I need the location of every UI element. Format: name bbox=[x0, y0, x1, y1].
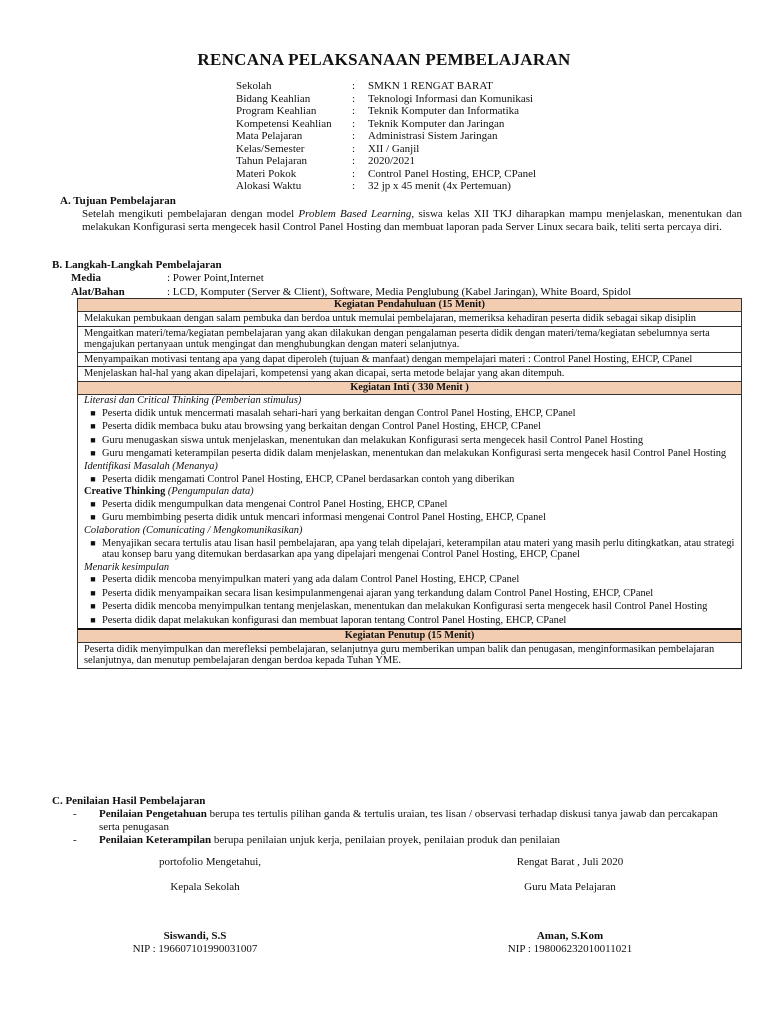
menarik-list bbox=[78, 573, 741, 627]
info-row bbox=[236, 80, 536, 93]
creative-bold: Creative Thinking bbox=[84, 486, 166, 498]
alat-label: Alat/Bahan bbox=[71, 286, 125, 298]
bullet-item bbox=[78, 614, 741, 628]
section-a-model: Problem Based Learning bbox=[298, 208, 412, 220]
info-key: Mata Pelajaran bbox=[236, 130, 303, 142]
bullet-icon: ■ bbox=[90, 448, 96, 459]
media-label: Media bbox=[71, 272, 101, 284]
identifikasi-list bbox=[78, 473, 741, 487]
info-key: Alokasi Waktu bbox=[236, 180, 302, 192]
pendahuluan-item: Mengaitkan materi/tema/kegiatan pembelajaran yang akan dilakukan dengan pengalaman peserta didik dengan materi/tema/kegiatan sebelumnya serta mengajukan pertanyaan untuk mengingat dan menghubungkan dengan materi selanjutnya. bbox=[78, 327, 741, 353]
bullet-icon: ■ bbox=[90, 421, 96, 432]
bullet-item bbox=[78, 447, 741, 461]
penilaian-keterampilan-text: berupa penilaian unjuk kerja, penilaian proyek, penilaian produk dan penilaian bbox=[211, 834, 560, 846]
info-row bbox=[236, 93, 536, 106]
info-colon: : bbox=[352, 155, 356, 167]
inti-header: Kegiatan Inti ( 330 Menit ) bbox=[78, 381, 741, 395]
bullet-text: Peserta didik mencoba menyimpulkan materi yang ada dalam Control Panel Hosting, EHCP, CPanel bbox=[102, 574, 520, 586]
right-line1: Rengat Barat , Juli 2020 bbox=[516, 856, 624, 868]
bullet-icon: ■ bbox=[90, 587, 96, 598]
right-line2: Guru Mata Pelajaran bbox=[524, 881, 616, 893]
info-key: Bidang Keahlian bbox=[236, 92, 311, 105]
info-colon: : bbox=[352, 80, 356, 92]
right-nip: NIP : 198006232010011021 bbox=[507, 943, 633, 955]
bullet-item bbox=[78, 587, 741, 601]
bullet-text: Peserta didik menyampaikan secara lisan kesimpulanmengenai ajaran yang terkandung dalam Control Panel Hosting, EHCP, CPanel bbox=[102, 587, 654, 599]
penilaian-item bbox=[73, 834, 738, 847]
section-b-title: B. Langkah-Langkah Pembelajaran bbox=[52, 259, 222, 271]
info-value: SMKN 1 RENGAT BARAT bbox=[368, 80, 493, 92]
bullet-item bbox=[78, 573, 741, 587]
penutup-text: Peserta didik menyimpulkan dan merefleksi pembelajaran, selanjutnya guru memberikan umpan balik dan penugasan, menginformasikan pembelajaran selanjutnya, dan menutup pembelajaran dengan berdoa kepada Tuhan YME. bbox=[84, 643, 715, 667]
dash: - bbox=[73, 834, 77, 846]
bullet-item bbox=[78, 511, 741, 525]
creative-subtitle bbox=[78, 486, 741, 498]
media-value: : Power Point,Internet bbox=[167, 272, 264, 284]
bullet-icon: ■ bbox=[90, 407, 96, 418]
info-value: XII / Ganjil bbox=[368, 142, 420, 155]
penutup-header: Kegiatan Penutup (15 Menit) bbox=[78, 630, 741, 643]
bullet-icon: ■ bbox=[90, 498, 96, 509]
info-value: Administrasi Sistem Jaringan bbox=[368, 130, 498, 142]
media-row bbox=[71, 272, 264, 284]
info-key: Tahun Pelajaran bbox=[236, 155, 308, 167]
pendahuluan-item: Melakukan pembukaan dengan salam pembuka dan berdoa untuk memulai pembelajaran, memeriksa kehadiran peserta didik sebagai sikap disiplin bbox=[78, 312, 741, 327]
creative-italic: (Pengumpulan data) bbox=[165, 486, 254, 498]
bullet-text: Peserta didik mencoba menyimpulkan tentang menjelaskan, menentukan dan melakukan Konfigurasi serta mengecek hasil Control Panel Hosting bbox=[102, 601, 708, 613]
bullet-text: Menyajikan secara tertulis atau lisan hasil pembelajaran, apa yang telah dipelajari, keterampilan atau materi yang masih perlu ditingkatkan, atau strategi atau konsep baru yang ditemukan berdasarkan apa yang dipelajari mengenai Control Panel Hosting, EHCP, Cpanel bbox=[102, 537, 735, 561]
section-a-text bbox=[82, 208, 742, 234]
bullet-item bbox=[78, 473, 741, 487]
info-key: Sekolah bbox=[236, 80, 272, 92]
bullet-item bbox=[78, 434, 741, 448]
info-colon: : bbox=[352, 167, 356, 180]
info-key: Program Keahlian bbox=[236, 105, 317, 117]
info-colon: : bbox=[352, 92, 356, 105]
info-table bbox=[236, 80, 536, 193]
left-line1: portofolio Mengetahui, bbox=[158, 856, 262, 868]
bullet-text: Peserta didik mengamati Control Panel Hosting, EHCP, CPanel berdasarkan contoh yang diberikan bbox=[102, 473, 515, 485]
info-colon: : bbox=[352, 105, 356, 117]
right-name: Aman, S.Kom bbox=[536, 930, 604, 942]
left-name: Siswandi, S.S bbox=[163, 930, 227, 942]
info-row bbox=[236, 143, 536, 156]
inti-body bbox=[78, 395, 741, 630]
literasi-list bbox=[78, 407, 741, 461]
alat-row bbox=[71, 286, 631, 298]
pendahuluan-item: Menyampaikan motivasi tentang apa yang dapat diperoleh (tujuan & manfaat) dengan mempelajari materi : Control Panel Hosting, EHCP, CPanel bbox=[78, 353, 741, 368]
penilaian-keterampilan-label: Penilaian Keterampilan bbox=[99, 834, 212, 846]
bullet-item bbox=[78, 420, 741, 434]
left-nip: NIP : 196607101990031007 bbox=[132, 943, 258, 955]
section-a-text-2: , siswa kelas XII TKJ diharapkan mampu menjelaskan, menentukan dan melakukan Konfigurasi serta mengecek hasil Control Panel Hosting dan membuat laporan pada Server Linux secara baik, teliti serta percaya diri. bbox=[82, 208, 742, 233]
activity-table bbox=[77, 298, 742, 669]
pendahuluan-header: Kegiatan Pendahuluan (15 Menit) bbox=[78, 299, 741, 312]
left-line2: Kepala Sekolah bbox=[170, 881, 240, 893]
bullet-icon: ■ bbox=[90, 601, 96, 612]
pendahuluan-body bbox=[78, 312, 741, 381]
info-colon: : bbox=[352, 130, 356, 142]
bullet-icon: ■ bbox=[90, 434, 96, 445]
dash: - bbox=[73, 808, 77, 820]
bullet-icon: ■ bbox=[90, 473, 96, 484]
colaboration-subtitle: Colaboration (Comunicating / Mengkomunikasikan) bbox=[84, 524, 303, 536]
creative-list bbox=[78, 498, 741, 525]
info-value: Teknik Komputer dan Jaringan bbox=[368, 117, 505, 130]
bullet-text: Peserta didik untuk mencermati masalah sehari-hari yang berkaitan dengan Control Panel Hosting, EHCP, CPanel bbox=[102, 407, 576, 419]
bullet-text: Peserta didik membaca buku atau browsing yang berkaitan dengan Control Panel Hosting, EHCP, CPanel bbox=[102, 421, 541, 433]
info-row bbox=[236, 180, 536, 193]
info-key: Kelas/Semester bbox=[236, 142, 305, 155]
literasi-subtitle: Literasi dan Critical Thinking (Pemberian stimulus) bbox=[84, 394, 302, 406]
menarik-subtitle: Menarik kesimpulan bbox=[84, 561, 170, 573]
section-a-text-1: Setelah mengikuti pembelajaran dengan model bbox=[82, 208, 299, 220]
bullet-item bbox=[78, 600, 741, 614]
info-row bbox=[236, 130, 536, 143]
bullet-icon: ■ bbox=[90, 537, 96, 548]
page-title: RENCANA PELAKSANAAN PEMBELAJARAN bbox=[197, 50, 571, 69]
bullet-text: Guru mengamati keterampilan peserta didik dalam menjelaskan, menentukan dan melakukan Konfigurasi serta mengecek hasil Control Panel Hosting bbox=[102, 448, 727, 460]
info-colon: : bbox=[352, 180, 356, 192]
section-a-title: A. Tujuan Pembelajaran bbox=[60, 195, 176, 207]
info-key: Kompetensi Keahlian bbox=[236, 117, 332, 130]
penilaian-list bbox=[73, 808, 738, 847]
info-value: 2020/2021 bbox=[368, 155, 416, 167]
bullet-icon: ■ bbox=[90, 615, 96, 626]
penilaian-item bbox=[73, 808, 738, 834]
info-row bbox=[236, 168, 536, 181]
bullet-item bbox=[78, 407, 741, 421]
bullet-text: Peserta didik mengumpulkan data mengenai Control Panel Hosting, EHCP, CPanel bbox=[102, 498, 448, 510]
info-colon: : bbox=[352, 117, 356, 130]
bullet-text: Guru membimbing peserta didik untuk mencari informasi mengenai Control Panel Hosting, EHCP, Cpanel bbox=[102, 512, 546, 524]
info-value: 32 jp x 45 menit (4x Pertemuan) bbox=[368, 180, 511, 192]
identifikasi-subtitle: Identifikasi Masalah (Menanya) bbox=[84, 460, 218, 472]
info-value: Teknologi Informasi dan Komunikasi bbox=[368, 92, 534, 105]
pendahuluan-item: Menjelaskan hal-hal yang akan dipelajari, kompetensi yang akan dicapai, serta metode belajar yang akan ditempuh. bbox=[84, 368, 565, 380]
info-row bbox=[236, 118, 536, 131]
section-c-title: C. Penilaian Hasil Pembelajaran bbox=[52, 795, 206, 807]
info-value: Control Panel Hosting, EHCP, CPanel bbox=[368, 167, 537, 180]
info-row bbox=[236, 105, 536, 118]
bullet-item bbox=[78, 498, 741, 512]
bullet-item bbox=[78, 537, 741, 562]
penilaian-pengetahuan-text: berupa tes tertulis pilihan ganda & tertulis uraian, tes lisan / observasi terhadap diskusi tanya jawab dan percakapan serta penugasan bbox=[99, 808, 718, 833]
colaboration-list bbox=[78, 537, 741, 562]
bullet-text: Peserta didik dapat melakukan konfigurasi dan membuat laporan tentang Control Panel Hosting, EHCP, CPanel bbox=[102, 615, 567, 627]
penilaian-pengetahuan-label: Penilaian Pengetahuan bbox=[99, 808, 207, 820]
info-key: Materi Pokok bbox=[236, 167, 297, 180]
info-value: Teknik Komputer dan Informatika bbox=[368, 105, 520, 117]
alat-value: : LCD, Komputer (Server & Client), Software, Media Penglubung (Kabel Jaringan), White Board, Spidol bbox=[167, 286, 632, 298]
bullet-icon: ■ bbox=[90, 512, 96, 523]
bullet-icon: ■ bbox=[90, 574, 96, 585]
bullet-text: Guru menugaskan siswa untuk menjelaskan, menentukan dan melakukan Konfigurasi serta mengecek hasil Control Panel Hosting bbox=[102, 434, 644, 446]
info-colon: : bbox=[352, 142, 356, 155]
info-row bbox=[236, 155, 536, 168]
